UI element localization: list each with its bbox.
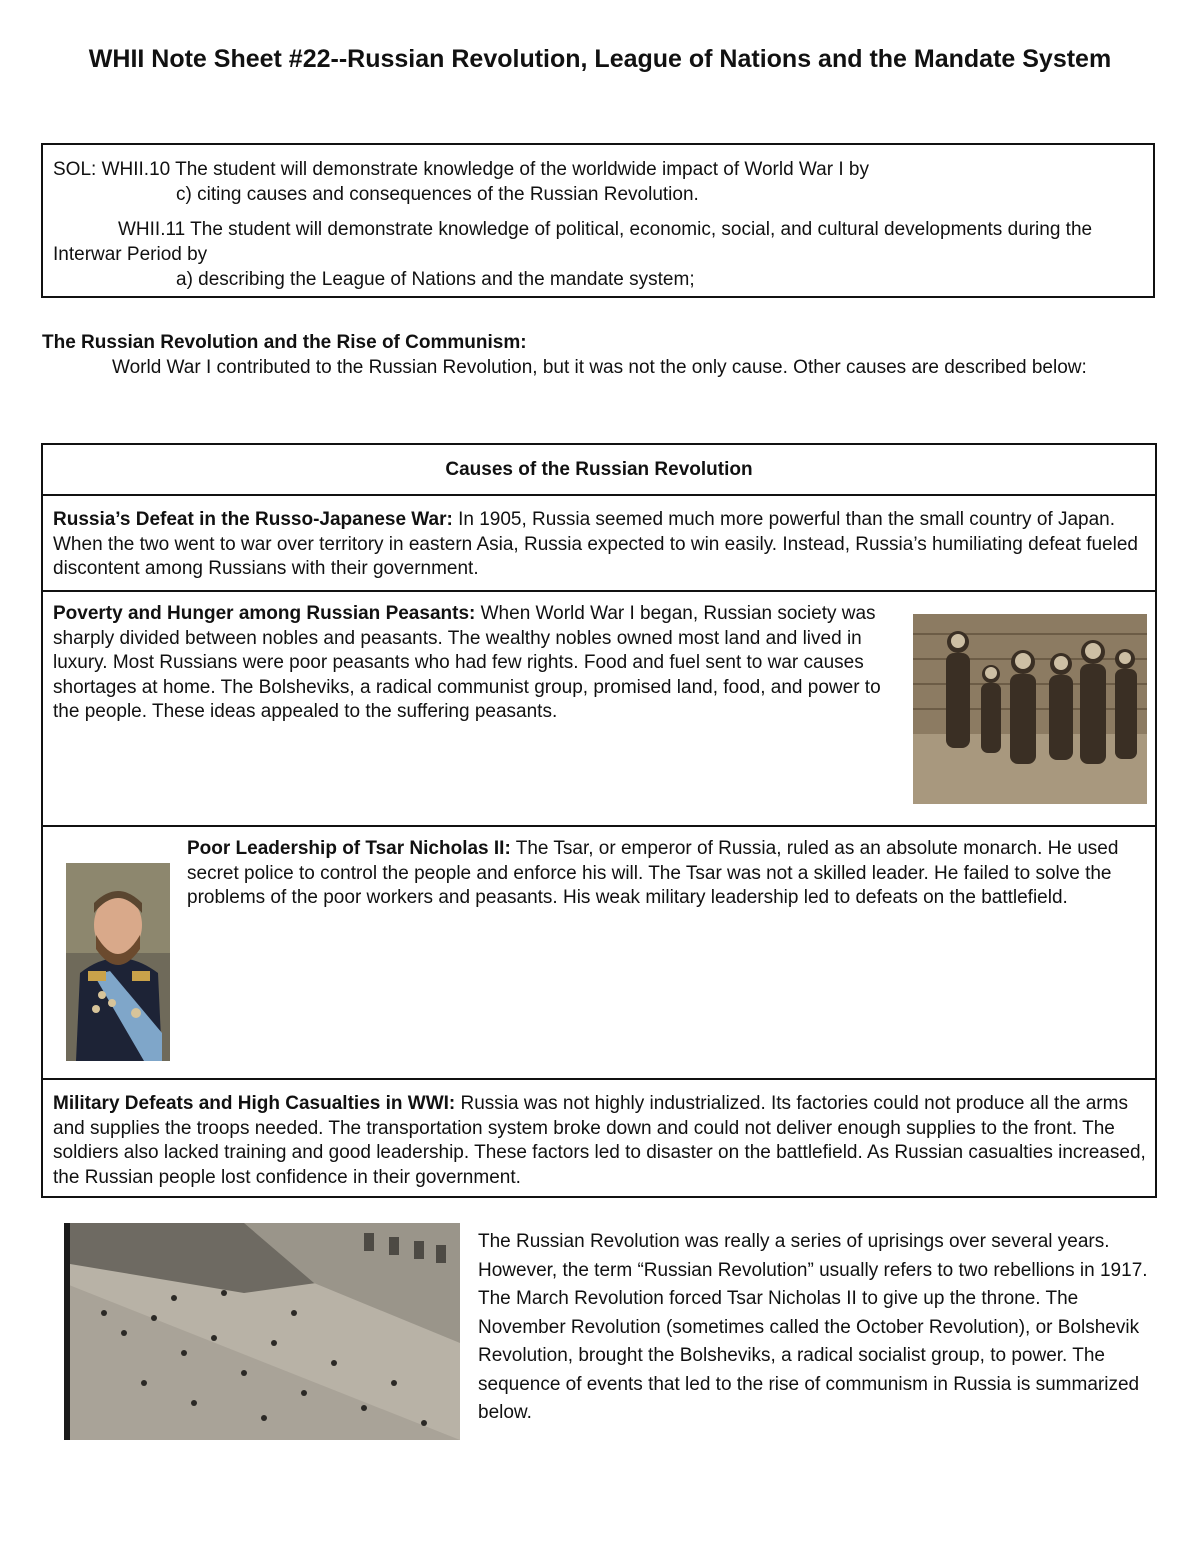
sol-box [41, 143, 1155, 298]
cause-body: Russia was not highly industrialized. Its factories could not produce all the arms and supplies the troops needed. The transportation system broke down and could not deliver enough supplies to the front. The soldiers also lacked training and good leadership. These factors led to disaster on the battlefield. As Russian casualties increased, the Russian people lost confidence in their government. [53, 1093, 1146, 1188]
sol-line-a: a) describing the League of Nations and the mandate system; [176, 269, 695, 290]
cause-title: Military Defeats and High Casualties in WWI: [53, 1093, 456, 1114]
closing-paragraph: The Russian Revolution was really a series of uprisings over several years. However, the term “Russian Revolution” usually refers to two rebellions in 1917. The March Revolution forced Tsar Nicholas II to give up the throne. The November Revolution (sometimes called the October Revolution), or Bolshevik Revolution, brought the Bolsheviks, a radical socialist group, to power. The sequence of events that led to the rise of communism in Russia is summarized below. [478, 1231, 1148, 1423]
street-uprising-photo [64, 1223, 460, 1440]
cause-title: Poor Leadership of Tsar Nicholas II: [187, 838, 511, 859]
cause-text [187, 837, 1137, 911]
section-heading: The Russian Revolution and the Rise of Communism: [42, 332, 527, 353]
cause-text [53, 508, 1143, 582]
section-intro: World War I contributed to the Russian Revolution, but it was not the only cause. Other causes are described below: [112, 357, 1087, 378]
cause-body: The Tsar, or emperor of Russia, ruled as an absolute monarch. He used secret police to control the people and enforce his will. The Tsar was not a skilled leader. He failed to solve the problems of the poor workers and peasants. His weak military leadership led to defeats on the battlefield. [187, 838, 1119, 908]
intro-section [42, 330, 1157, 380]
cause-body: In 1905, Russia seemed much more powerful than the small country of Japan. When the two went to war over territory in eastern Asia, Russia expected to win easily. Instead, Russia’s humiliating defeat fueled discontent among Russians with their government. [53, 509, 1138, 579]
cause-title: Russia’s Defeat in the Russo-Japanese War: [53, 509, 453, 530]
tsar-nicholas-portrait [66, 863, 170, 1061]
page-title: WHII Note Sheet #22--Russian Revolution, League of Nations and the Mandate System [88, 45, 1112, 73]
sol-line-c: c) citing causes and consequences of the Russian Revolution. [176, 184, 699, 205]
sol-line-whii10: SOL: WHII.10 The student will demonstrate knowledge of the worldwide impact of World War I by [53, 159, 869, 180]
table-header: Causes of the Russian Revolution [445, 459, 753, 480]
starving-children-photo [913, 614, 1147, 804]
cause-title: Poverty and Hunger among Russian Peasants: [53, 603, 476, 624]
cause-row-military-defeats [43, 1078, 1155, 1196]
sol-line-whii11: WHII.11 The student will demonstrate knowledge of political, economic, social, and cultural developments during the Interwar Period by [53, 219, 1093, 265]
cause-body: When World War I began, Russian society was sharply divided between nobles and peasants. The wealthy nobles owned most land and lived in luxury. Most Russians were poor peasants who had few rights. Food and fuel sent to war causes shortages at home. The Bolsheviks, a radical communist group, promised land, food, and power to the people. These ideas appealed to the suffering peasants. [53, 603, 881, 722]
cause-row-poverty-hunger [43, 590, 1155, 826]
cause-row-russo-japanese-war [43, 494, 1155, 591]
cause-row-tsar-leadership [43, 825, 1155, 1079]
causes-table [41, 443, 1157, 1198]
cause-text [53, 602, 895, 725]
cause-text [53, 1092, 1147, 1190]
